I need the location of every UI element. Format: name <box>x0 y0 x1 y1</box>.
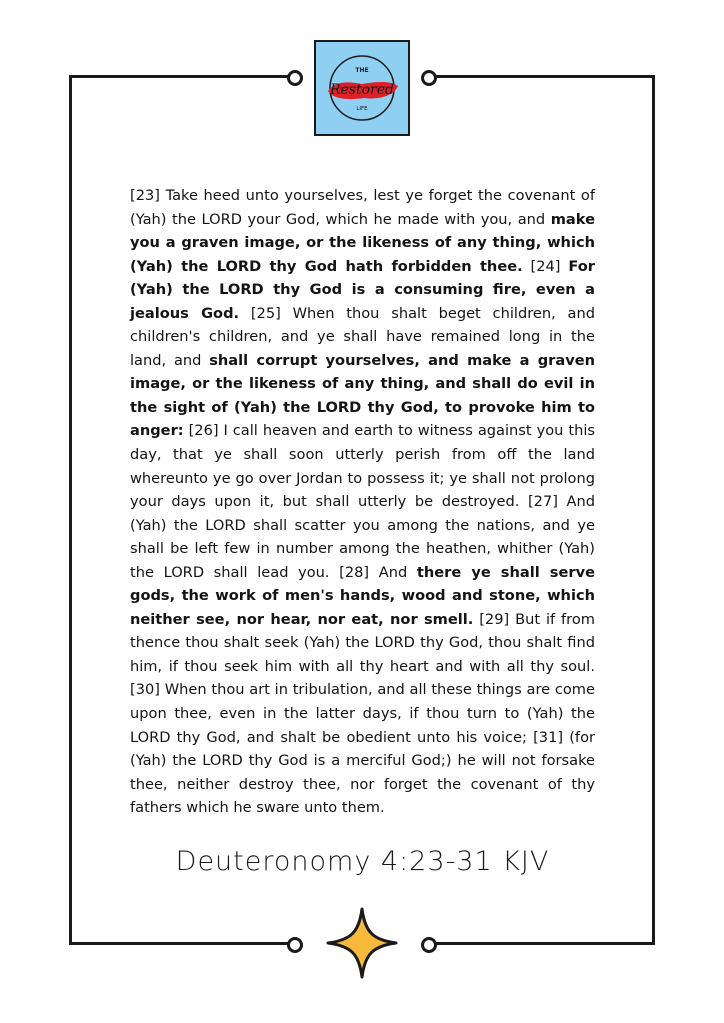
logo-script-word: Restored <box>329 82 395 98</box>
logo-emblem <box>316 42 408 134</box>
frame-bottom-right <box>434 942 655 945</box>
passage-emphasis: For (Yah) the LORD thy God is a consuming fire, even a jealous God. <box>130 257 595 322</box>
scripture-reference: Deuteronomy 4:23-31 KJV <box>175 846 550 877</box>
brand-logo <box>314 40 410 136</box>
passage-text: [23] Take heed unto yourselves, lest ye forget the covenant of (Yah) the LORD your God, which he made with you, and <box>130 187 595 228</box>
frame-knob-top-left <box>287 70 303 86</box>
passage-text: [25] When thou shalt beget children, and children's children, and ye shall have remained long in the land, and <box>130 304 595 369</box>
passage-emphasis: make you a graven image, or the likeness of any thing, which (Yah) the LORD thy God hath forbidden thee. <box>130 210 595 275</box>
frame-top-right <box>434 75 655 78</box>
frame-knob-top-right <box>421 70 437 86</box>
star-icon <box>325 906 399 980</box>
frame-top-left <box>69 75 290 78</box>
passage-emphasis: there ye shall serve gods, the work of men's hands, wood and stone, which neither see, nor hear, nor eat, nor smell. <box>130 563 595 628</box>
passage-text: [26] I call heaven and earth to witness against you this day, that ye shall soon utterly perish from off the land whereunto ye go over Jordan to possess it; ye shall not prolong your days upon it, but shall utterly be destroyed. [27] And (Yah) the LORD shall scatter you among the nations, and ye shall be left few in number among the heathen, whither (Yah) the LORD shall lead you. [28] And <box>130 422 595 581</box>
logo-bottom-word: LIFE <box>356 106 368 112</box>
frame-knob-bottom-left <box>287 937 303 953</box>
passage-emphasis: shall corrupt yourselves, and make a graven image, or the likeness of any thing, and shall do evil in the sight of (Yah) the LORD thy God, to provoke him to anger: <box>130 351 595 440</box>
frame-knob-bottom-right <box>421 937 437 953</box>
frame-left <box>69 75 72 945</box>
scripture-passage <box>130 184 595 820</box>
frame-bottom-left <box>69 942 290 945</box>
passage-text: [29] But if from thence thou shalt seek (Yah) the LORD thy God, thou shalt find him, if thou seek him with all thy heart and with all thy soul. [30] When thou art in tribulation, and all these things are come upon thee, even in the latter days, if thou turn to (Yah) the LORD thy God, and shalt be obedient unto his voice; [31] (for (Yah) the LORD thy God is a merciful God;) he will not forsake thee, neither destroy thee, nor forget the covenant of thy fathers which he sware unto them. <box>130 610 596 817</box>
passage-text: [24] <box>522 257 569 275</box>
frame-right <box>652 75 655 945</box>
logo-top-word: THE <box>355 67 369 74</box>
